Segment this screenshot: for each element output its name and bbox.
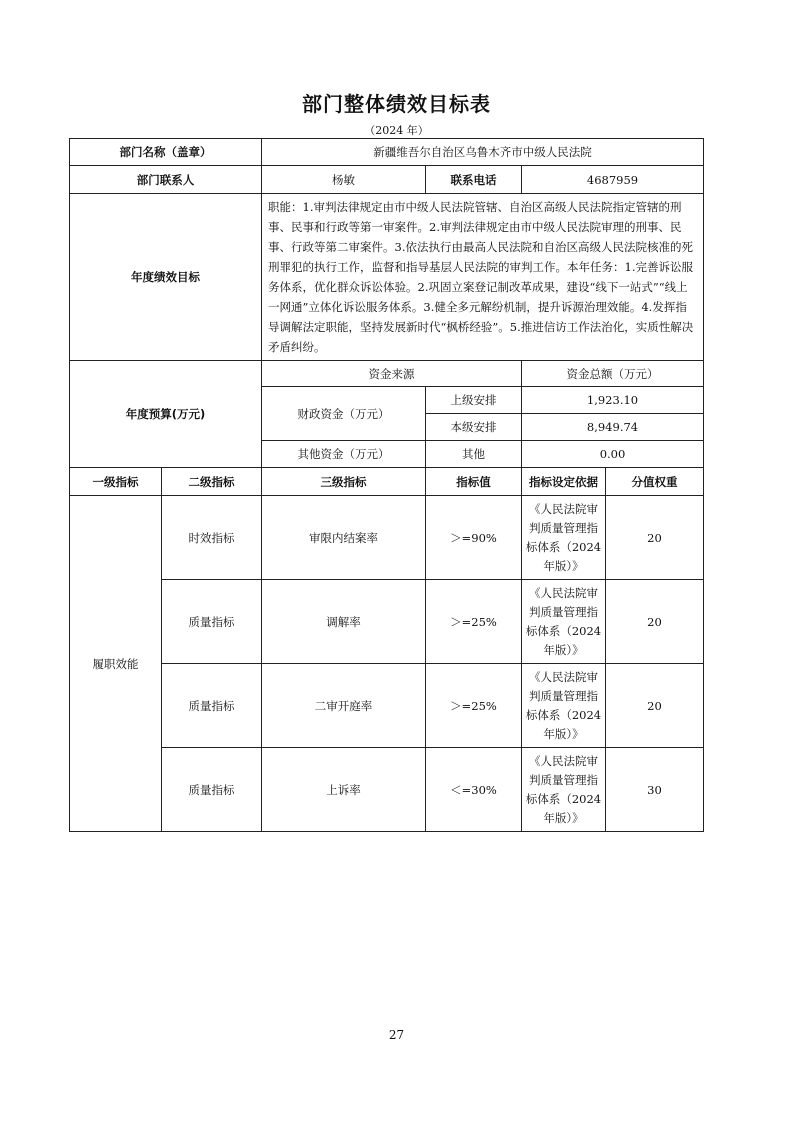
dept-name-label: 部门名称（盖章） [70,139,262,166]
year-label: （2024 年） [364,124,429,137]
local-allocation-value: 8,949.74 [522,414,704,441]
indicator-weight: 30 [606,748,704,832]
indicator-basis: 《人民法院审判质量管理指标体系（2024年版）》 [522,748,606,832]
local-allocation-label: 本级安排 [426,414,522,441]
page-number: 27 [388,1028,405,1042]
upper-allocation-label: 上级安排 [426,387,522,414]
header-value: 指标值 [426,468,522,496]
goal-label: 年度绩效目标 [70,194,262,361]
fund-source-header: 资金来源 [262,361,522,387]
level2-indicator: 质量指标 [162,664,262,748]
contact-value: 杨敏 [262,166,426,194]
header-level3: 三级指标 [262,468,426,496]
indicator-value: ＞=25% [426,580,522,664]
header-level1: 一级指标 [70,468,162,496]
indicator-weight: 20 [606,664,704,748]
indicator-weight: 20 [606,580,704,664]
contact-row [70,166,704,194]
header-basis: 指标设定依据 [522,468,606,496]
goal-row [70,194,704,361]
table-row [70,496,704,580]
table-row [70,580,704,664]
level1-indicator: 履职效能 [70,496,162,832]
table-row [70,664,704,748]
phone-label: 联系电话 [426,166,522,194]
upper-allocation-value: 1,923.10 [522,387,704,414]
level3-indicator: 上诉率 [262,748,426,832]
dept-name-value: 新疆维吾尔自治区乌鲁木齐市中级人民法院 [262,139,704,166]
fiscal-fund-label: 财政资金（万元） [262,387,426,441]
header-level2: 二级指标 [162,468,262,496]
indicator-value: ＞=90% [426,496,522,580]
contact-label: 部门联系人 [70,166,262,194]
phone-value: 4687959 [522,166,704,194]
indicator-basis: 《人民法院审判质量管理指标体系（2024年版）》 [522,496,606,580]
level2-indicator: 质量指标 [162,748,262,832]
indicator-basis: 《人民法院审判质量管理指标体系（2024年版）》 [522,664,606,748]
page-title: 部门整体绩效目标表 [302,92,491,116]
fund-total-header: 资金总额（万元） [522,361,704,387]
performance-table [69,138,704,832]
level3-indicator: 调解率 [262,580,426,664]
goal-text: 职能：1.审判法律规定由市中级人民法院管辖、自治区高级人民法院指定管辖的刑事、民事和行政等第一审案件。2.审判法律规定由市中级人民法院审理的刑事、民事、行政等第二审案件。3.依法执行由最高人民法院和自治区高级人民法院核准的死刑罪犯的执行工作，监督和指导基层人民法院的审判工作。本年任务：1.完善诉讼服务体系，优化群众诉讼体验。2.巩固立案登记制改革成果，建设“线下一站式”“线上一网通”立体化诉讼服务体系。3.健全多元解纷机制，提升诉源治理效能。4.发挥指导调解法定职能，坚持发展新时代“枫桥经验”。5.推进信访工作法治化，实质性解决矛盾纠纷。 [262,194,704,361]
level3-indicator: 审限内结案率 [262,496,426,580]
table-row [70,748,704,832]
indicator-header-row [70,468,704,496]
level2-indicator: 时效指标 [162,496,262,580]
other-sub-label: 其他 [426,441,522,468]
level2-indicator: 质量指标 [162,580,262,664]
indicator-value: ＞=25% [426,664,522,748]
indicator-weight: 20 [606,496,704,580]
other-fund-value: 0.00 [522,441,704,468]
indicator-value: ＜=30% [426,748,522,832]
budget-label: 年度预算(万元) [70,361,262,468]
header-weight: 分值权重 [606,468,704,496]
budget-header-row [70,361,704,387]
dept-name-row [70,139,704,166]
other-fund-label: 其他资金（万元） [262,441,426,468]
level3-indicator: 二审开庭率 [262,664,426,748]
indicator-basis: 《人民法院审判质量管理指标体系（2024年版）》 [522,580,606,664]
